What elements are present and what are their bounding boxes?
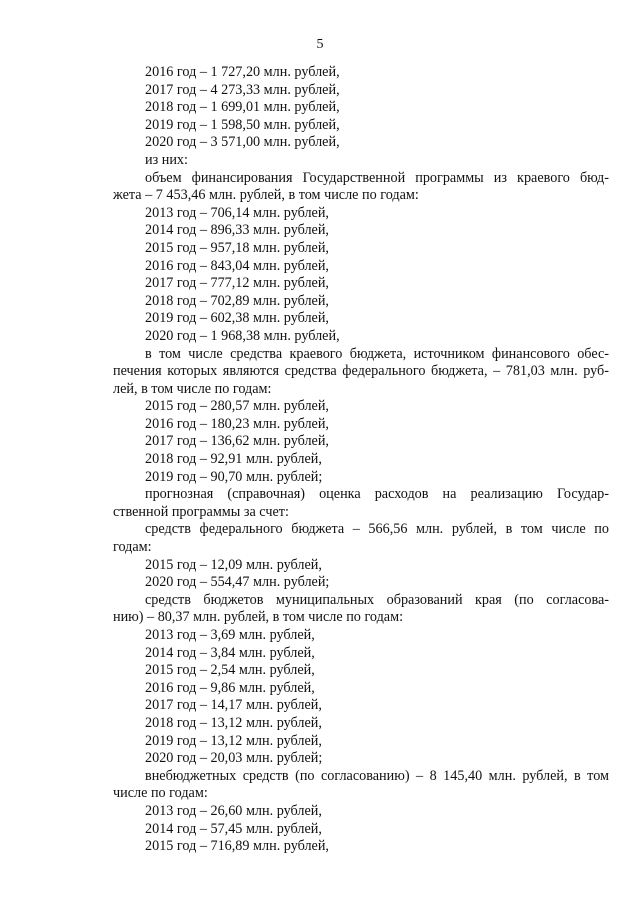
text-line: 2017 год – 136,62 млн. рублей, [145, 433, 329, 450]
text-line: объем финансирования Государственной программы из краевого бюд- [145, 169, 609, 186]
text-line: 2019 год – 90,70 млн. рублей; [145, 468, 323, 485]
text-line: 2017 год – 4 273,33 млн. рублей, [145, 81, 340, 98]
text-line: 2015 год – 280,57 млн. рублей, [145, 398, 329, 415]
document-body [113, 64, 609, 856]
text-line: 2016 год – 180,23 млн. рублей, [145, 415, 329, 432]
page-number: 5 [316, 37, 324, 52]
text-line: ственной программы за счет: [113, 503, 289, 520]
text-line: 2019 год – 1 598,50 млн. рублей, [145, 116, 340, 133]
text-line: 2014 год – 3,84 млн. рублей, [145, 644, 315, 661]
text-line: нию) – 80,37 млн. рублей, в том числе по годам: [113, 609, 404, 626]
text-line: из них: [145, 151, 188, 168]
text-line: 2017 год – 777,12 млн. рублей, [145, 275, 329, 292]
text-line: 2014 год – 896,33 млн. рублей, [145, 222, 329, 239]
text-line: внебюджетных средств (по согласованию) – 8 145,40 млн. рублей, в том [145, 767, 609, 784]
text-line: 2016 год – 9,86 млн. рублей, [145, 679, 315, 696]
text-line: годам: [113, 539, 152, 556]
text-line: 2013 год – 3,69 млн. рублей, [145, 627, 315, 643]
text-line: 2013 год – 26,60 млн. рублей, [145, 802, 322, 819]
text-line: 2016 год – 843,04 млн. рублей, [145, 257, 329, 274]
text-line: прогнозная (справочная) оценка расходов на реализацию Государ- [145, 486, 609, 503]
text-line: 2018 год – 702,89 млн. рублей, [145, 292, 329, 309]
text-line: 2016 год – 1 727,20 млн. рублей, [145, 64, 340, 80]
text-line: 2019 год – 13,12 млн. рублей, [145, 732, 322, 749]
text-line: печения которых являются средства федерального бюджета, – 781,03 млн. руб- [113, 363, 609, 380]
text-line: 2015 год – 957,18 млн. рублей, [145, 239, 329, 256]
text-line: 2020 год – 554,47 млн. рублей; [145, 574, 330, 591]
text-line: числе по годам: [113, 785, 208, 802]
text-line: 2014 год – 57,45 млн. рублей, [145, 820, 322, 837]
text-line: 2020 год – 20,03 млн. рублей; [145, 750, 323, 767]
text-line: средств бюджетов муниципальных образований края (по согласова- [145, 591, 609, 608]
text-line: 2018 год – 13,12 млн. рублей, [145, 714, 322, 731]
text-line: 2018 год – 92,91 млн. рублей, [145, 451, 322, 468]
text-line: 2013 год – 706,14 млн. рублей, [145, 204, 329, 221]
text-line: 2018 год – 1 699,01 млн. рублей, [145, 99, 340, 116]
text-line: лей, в том числе по годам: [113, 380, 272, 397]
text-line: 2015 год – 2,54 млн. рублей, [145, 662, 315, 679]
text-line: средств федерального бюджета – 566,56 млн. рублей, в том числе по [145, 521, 609, 538]
text-line: 2017 год – 14,17 млн. рублей, [145, 697, 322, 714]
text-line: в том числе средства краевого бюджета, источником финансового обес- [145, 345, 609, 362]
text-line: 2015 год – 12,09 млн. рублей, [145, 556, 322, 573]
text-line: 2015 год – 716,89 млн. рублей, [145, 838, 329, 855]
text-line: 2020 год – 3 571,00 млн. рублей, [145, 134, 340, 151]
text-line: жета – 7 453,46 млн. рублей, в том числе по годам: [113, 187, 419, 204]
text-line: 2019 год – 602,38 млн. рублей, [145, 310, 329, 327]
text-line: 2020 год – 1 968,38 млн. рублей, [145, 327, 340, 344]
